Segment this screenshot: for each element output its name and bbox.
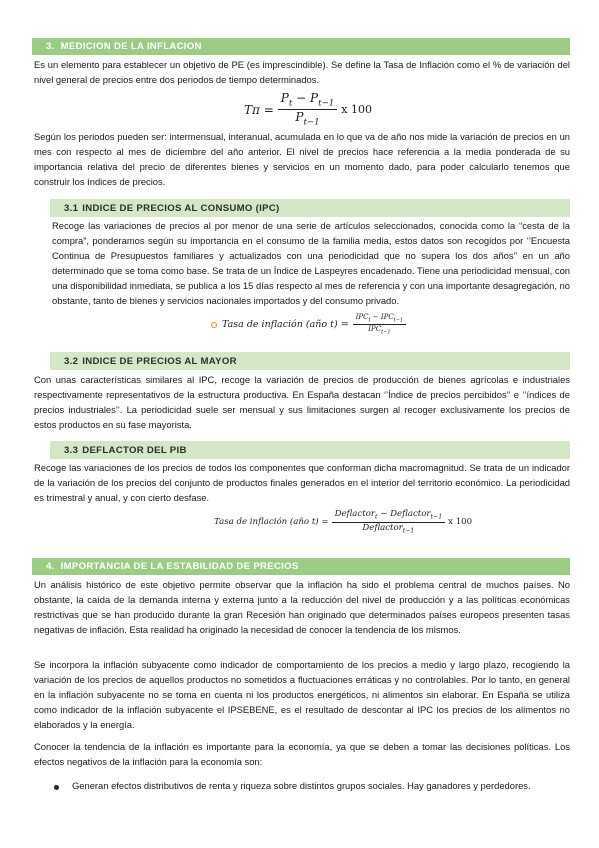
bullet-icon [54,785,59,790]
formula-denominator: $P_{t-1}$ [295,109,320,128]
section-title: INDICE DE PRECIOS AL MAYOR [82,355,237,367]
formula-numerator: $IPC_t - IPC_{t-1}$ [353,314,406,325]
section-4-paragraph-3: Conocer la tendencia de la inflación es importante para la economía, ya que se deben a tomar las decisiones políticas. Los efectos negativos de la inflación para la economía son: [34,741,570,767]
formula-fraction [332,510,446,535]
section-3-3-header [50,441,570,459]
formula-lhs: Tasa de inflación (año t) = [214,517,329,528]
bullet-item: Generan efectos distributivos de renta y riqueza sobre distintos grupos sociales. Hay ganadores y perdedores. [72,780,531,791]
formula-denominator: Deflactor$_{t-1}$ [362,522,415,535]
formula-fraction [353,314,406,335]
section-3-1-paragraph: Recoge las variaciones de precios al por menor de una serie de artículos seleccionados, conocida como la “cesta de la compra”, ponderamos según su importancia en el consumo de la familia media, estos datos son recogidos por ‘’Encuesta Continua de Presupuestos familiares y actualizados con una periodicidad que no supera los dos años’’ en un año determinado que se toma como base. Se trata de un Índice de Laspeyres encadenado. Tiene una periodicidad mensual, con una disponibilidad inmediata, se publica a los 15 días respecto al mes de referencia y con una importante desagregación, no obstante, tanto de bienes y servicios nacionales importados y del consumo privado. [52,220,570,306]
formula-lhs: Tasa de inflación (año t) = [222,319,349,331]
section-3-paragraph-2: Según los periodos pueden ser: intermensual, interanual, acumulada en lo que va de año nos mide la variación de precios en un mes con respecto al mes de diciembre del año anterior. El nivel de precios hace referencia a la media ponderada de su importancia relativa del precio de diferentes bienes y servicios en un momento dado, para poder calcularlo tenemos que construir los índices de precios. [34,131,570,187]
section-title: IMPORTANCIA DE LA ESTABILIDAD DE PRECIOS [60,561,299,572]
formula-fraction [278,92,338,128]
inflation-rate-formula [244,92,372,128]
section-4-paragraph-2: Se incorpora la inflación subyacente como indicador de comportamiento de los precios a medio y largo plazo, recogiendo la variación de los precios de aquellos productos no sometidos a fluctuaciones erráticas y no controlables. Por lo tanto, en general en la inflación subyacente no se toma en cuenta ni los productos energéticos, ni alimentos sin elaborar. En España se utiliza como indicador de la inflación subyacente el IPSEBENE, es el resultado de descontar al IPC los precios de los alimentos no elaborados y la energía. [34,659,570,730]
bullet-icon [211,322,217,328]
section-number: 3.1 [64,202,79,214]
formula-lhs: Tπ = [244,102,274,117]
section-3-1-header [50,199,570,217]
formula-numerator: Deflactor$_t$ − Deflactor$_{t-1}$ [332,510,446,523]
section-title: MEDICION DE LA INFLACION [60,41,202,52]
section-number: 4. [46,561,55,572]
section-3-paragraph-1: Es un elemento para establecer un objetivo de PE (es imprescindible). Se define la Tasa de Inflación como el % de variación del nivel general de precios entre dos periodos de tiempo determinados. [34,59,570,85]
formula-numerator: $P_t - P_{t-1}$ [278,92,338,110]
ipc-inflation-formula [222,314,406,335]
section-title: DEFLACTOR DEL PIB [82,444,187,456]
section-title: INDICE DE PRECIOS AL CONSUMO (IPC) [82,202,280,214]
section-number: 3. [46,41,55,52]
deflator-inflation-formula [214,510,472,535]
section-4-header [32,558,570,575]
section-3-2-header [50,352,570,370]
section-4-paragraph-1: Un análisis histórico de este objetivo permite observar que la inflación ha sido el problema central de muchos países. No obstante, la caída de la demanda interna y externa junto a la reducción del nivel de producción y a las políticas económicas restrictivas que se han producido durante la gran Recesión han originado que determinados países europeos presenten tasas negativas de inflación. Esta realidad ha originado la necesidad de conocer la tendencia de los mismos. [34,579,570,635]
formula-tail: x 100 [448,517,473,528]
formula-tail: x 100 [341,103,372,117]
formula-denominator: $IPC_{t-1}$ [368,324,391,336]
section-3-header [32,38,570,55]
section-number: 3.2 [64,355,79,367]
section-3-3-paragraph: Recoge las variaciones de los precios de todos los componentes que conforman dicha macromagnitud. Se trata de un indicador de la variación de los precios del conjunto de productos finales generados en el interior del territorio económico. La periodicidad es trimestral y anual, y con cierto desfase. [34,462,570,503]
section-number: 3.3 [64,444,79,456]
section-3-2-paragraph: Con unas características similares al IPC, recoge la variación de precios de producción de bienes agrícolas e industriales respectivamente representativos de la estructura productiva. En España destacan ‘’Índice de precios percibidos’’ e ‘’índices de precios industriales’’. La periodicidad suele ser mensual y sus limitaciones surgen al recoger exclusivamente los precios de estos productos en su fase mayorista. [34,374,570,430]
